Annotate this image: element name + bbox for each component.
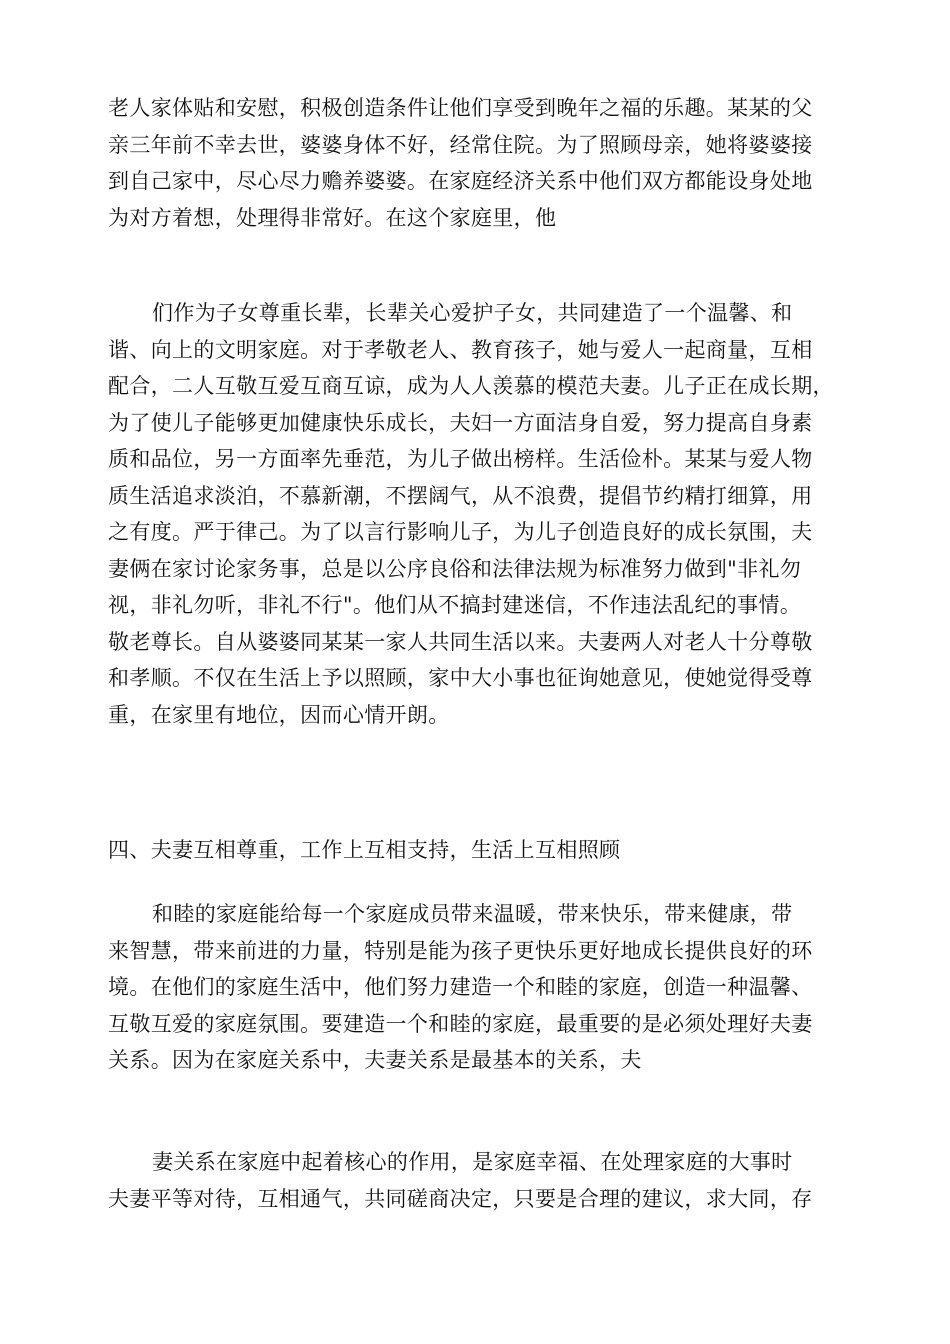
text-line: 到自己家中，尽心尽力赡养婆婆。在家庭经济关系中他们双方都能设身处地 (108, 169, 813, 193)
text-line: 互敬互爱的家庭氛围。要建造一个和睦的家庭，最重要的是必须处理好夫妻 (108, 1011, 813, 1036)
text-line: 配合，二人互敬互爱互商互谅，成为人人羡慕的模范夫妻。儿子正在成长期， (108, 374, 834, 398)
text-line: 视，非礼勿听，非礼不行"。他们从不搞封建迷信，不作违法乱纪的事情。 (108, 593, 802, 617)
text-line: 重，在家里有地位，因而心情开朗。 (108, 702, 450, 727)
text-line: 谐、向上的文明家庭。对于孝敬老人、教育孩子，她与爱人一起商量，互相 (108, 337, 813, 362)
text-line: 敬老尊长。自从婆婆同某某一家人共同生活以来。夫妻两人对老人十分尊敬 (108, 629, 813, 654)
text-line: 来智慧，带来前进的力量，特别是能为孩子更快乐更好地成长提供良好的环 (108, 938, 813, 963)
paragraph-spousal-relationship (108, 1144, 860, 1217)
text-line: 妻关系在家庭中起着核心的作用，是家庭幸福、在处理家庭的大事时 (152, 1150, 793, 1174)
text-line: 为了使儿子能够更加健康快乐成长，夫妇一方面洁身自爱，努力提高自身素 (108, 410, 813, 435)
paragraph-harmonious-family (108, 896, 860, 1079)
text-line: 和孝顺。不仅在生活上予以照顾，家中大小事也征询她意见，使她觉得受尊 (108, 666, 813, 690)
text-line: 境。在他们的家庭生活中，他们努力建造一个和睦的家庭，创造一种温馨、 (108, 975, 813, 999)
text-line: 之有度。严于律己。为了以言行影响儿子，为儿子创造良好的成长氛围，夫 (108, 520, 813, 544)
text-line: 们作为子女尊重长辈，长辈关心爱护子女，共同建造了一个温馨、和 (152, 301, 793, 325)
text-line: 质生活追求淡泊，不慕新潮，不摆阔气，从不浪费，提倡节约精打细算，用 (108, 483, 813, 508)
paragraph-caring-for-elders (108, 90, 860, 236)
text-line: 和睦的家庭能给每一个家庭成员带来温暖，带来快乐，带来健康，带 (152, 902, 793, 926)
text-line: 老人家体贴和安慰，积极创造条件让他们享受到晚年之福的乐趣。某某的父 (108, 96, 813, 120)
text-line: 妻俩在家讨论家务事，总是以公序良俗和法律法规为标准努力做到"非礼勿 (108, 556, 802, 581)
text-line: 为对方着想，处理得非常好。在这个家庭里，他 (108, 205, 557, 230)
text-line: 夫妻平等对待，互相通气，共同磋商决定，只要是合理的建议，求大同，存 (108, 1186, 813, 1211)
paragraph-civilized-family (108, 295, 860, 733)
text-line: 亲三年前不幸去世，婆婆身体不好，经常住院。为了照顾母亲，她将婆婆接 (108, 132, 813, 157)
text-line: 质和品位，另一方面率先垂范，为儿子做出榜样。生活俭朴。某某与爱人物 (108, 447, 813, 471)
section-heading-text: 四、夫妻互相尊重，工作上互相支持，生活上互相照顾 (108, 838, 621, 862)
text-line: 关系。因为在家庭关系中，夫妻关系是最基本的关系，夫 (108, 1048, 642, 1072)
section-heading (108, 832, 860, 869)
